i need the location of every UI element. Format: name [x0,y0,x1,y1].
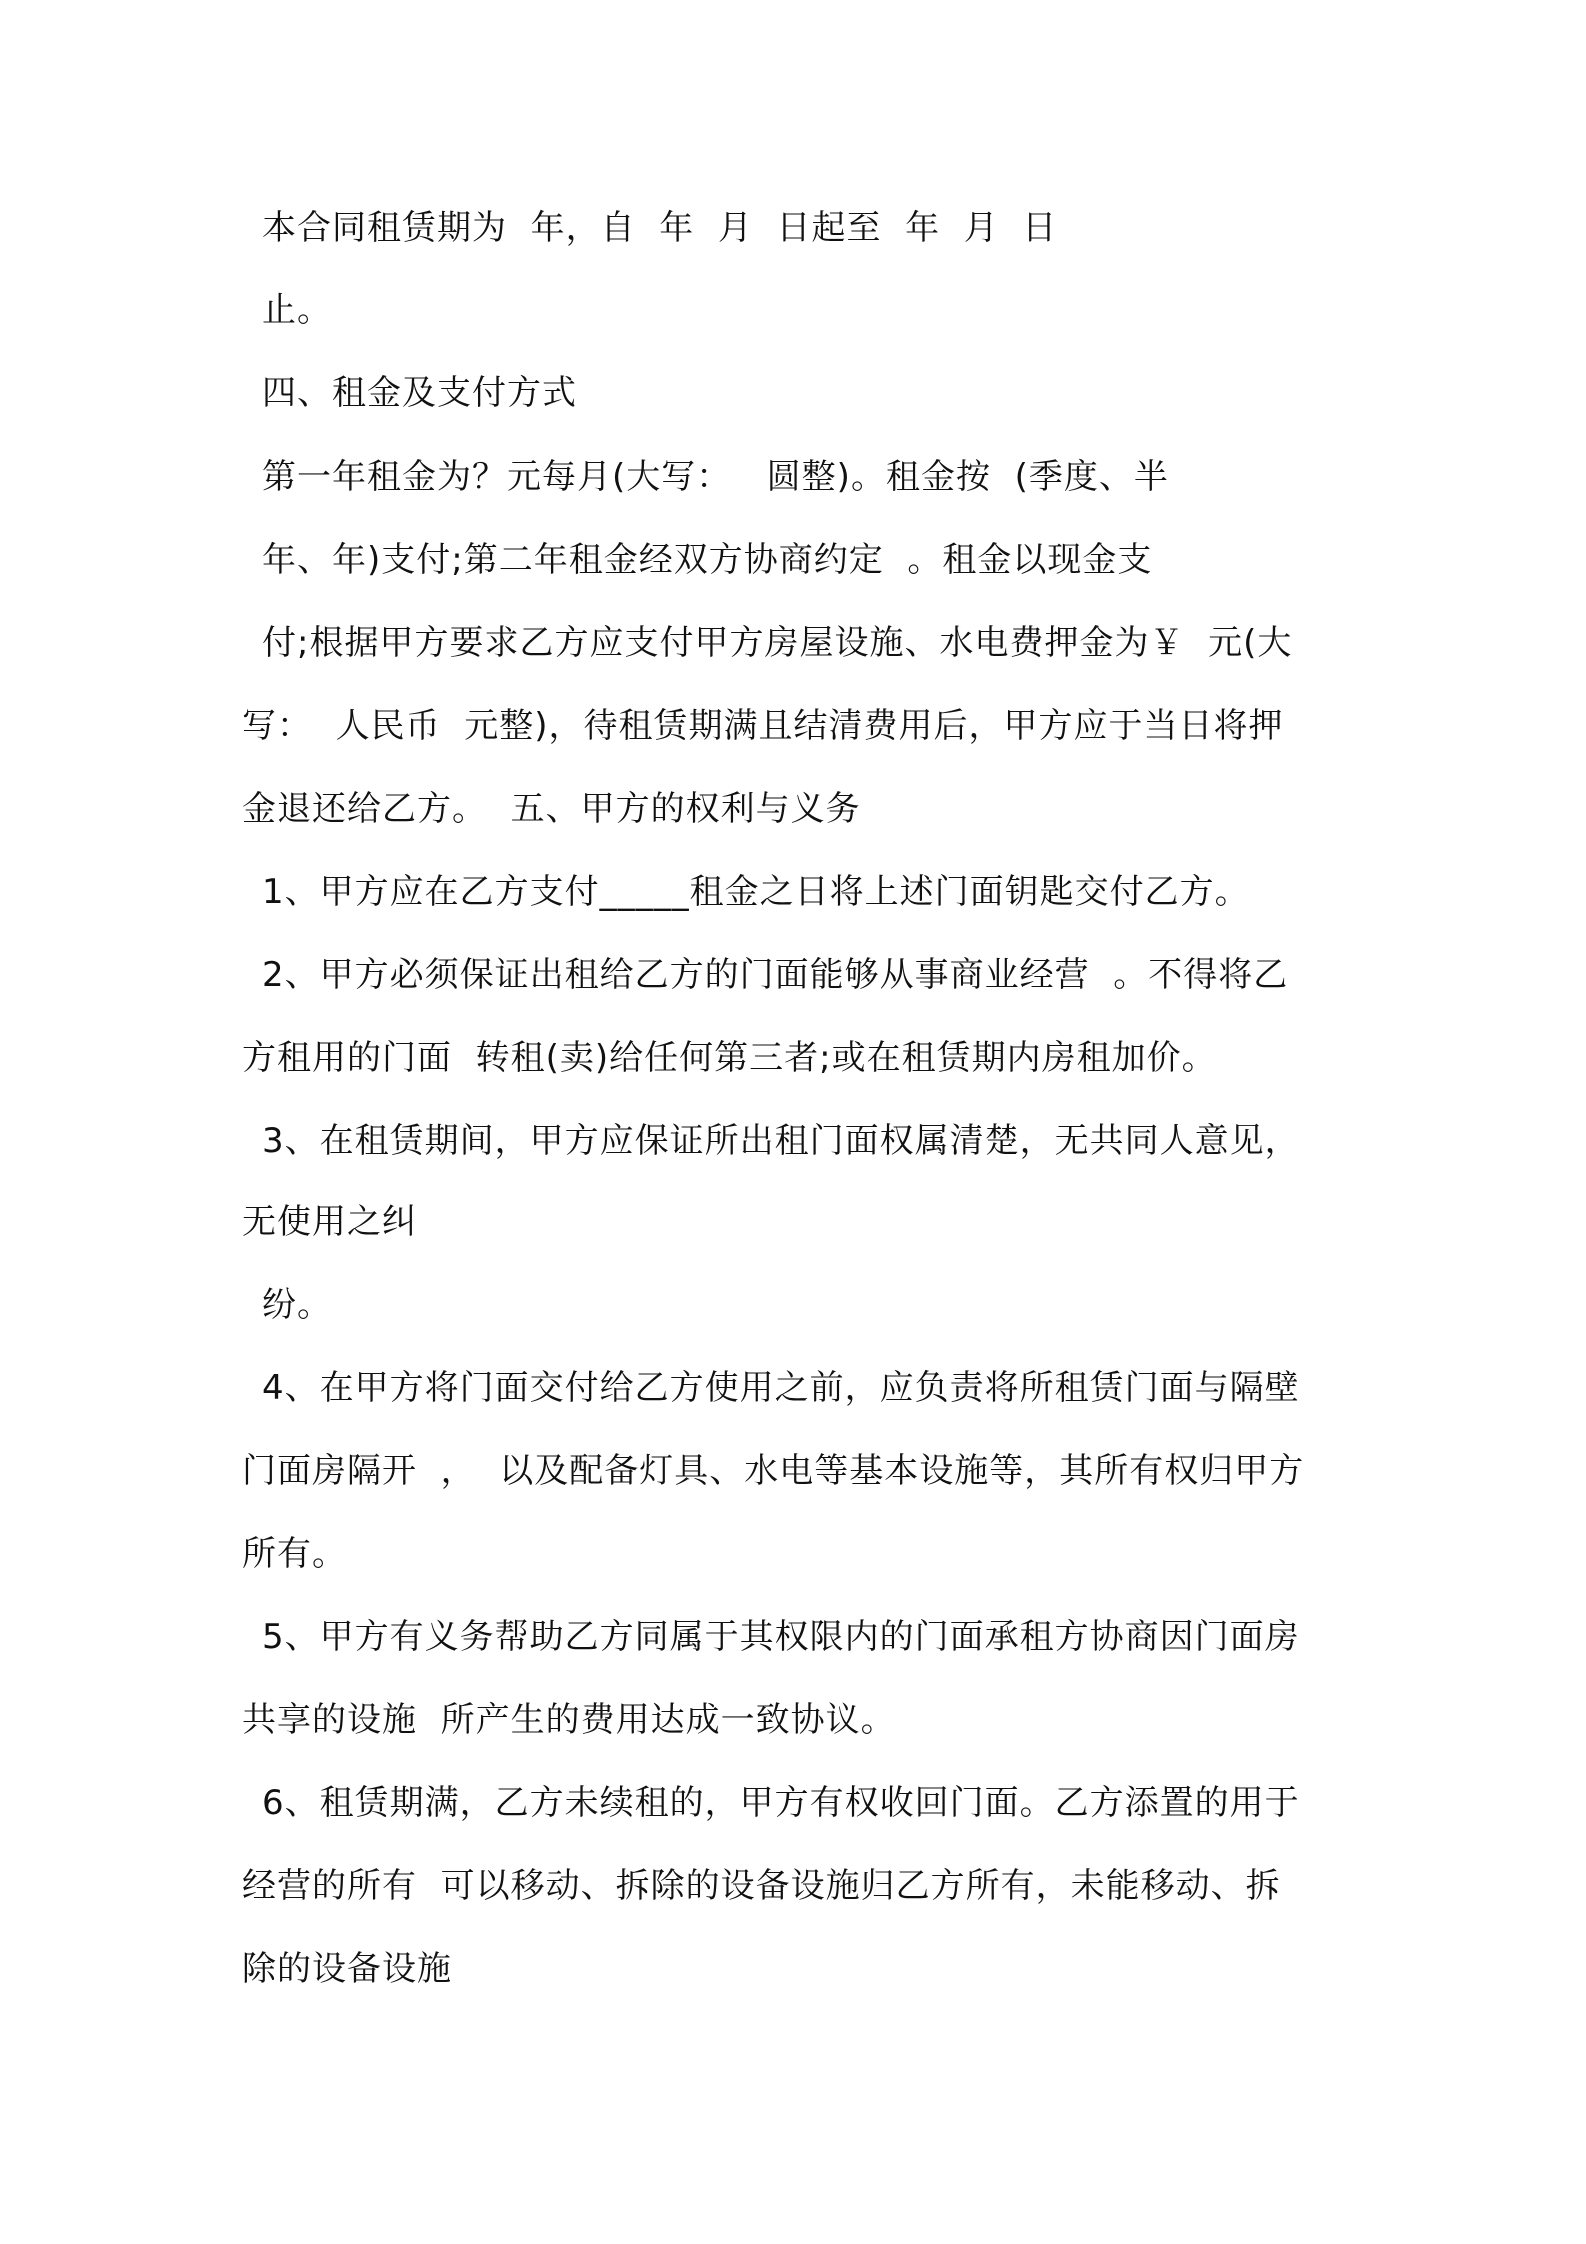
clause-6-cont-2: 除的设备设施 [242,1949,452,1989]
clause-2-cont: 方租用的门面 转租(卖)给任何第三者;或在租赁期内房租加价。 [242,1038,1217,1078]
clause-4-cont-2: 所有。 [242,1534,347,1574]
text-line-4: 第一年租金为？元每月(大写： 圆整)。租金按 (季度、半 [262,457,1169,497]
text-line-2: 止。 [262,290,332,330]
clause-4: 4、在甲方将门面交付给乙方使用之前，应负责将所租赁门面与隔壁 [262,1368,1300,1408]
text-line-8: 金退还给乙方。 五、甲方的权利与义务 [242,789,861,829]
text-line-6: 付;根据甲方要求乙方应支付甲方房屋设施、水电费押金为￥ 元(大 [262,623,1293,663]
text-line-1: 本合同租赁期为 年，自 年 月 日起至 年 月 日 [262,208,1058,248]
text-line-5: 年、年)支付;第二年租金经双方协商约定 。租金以现金支 [262,540,1153,580]
section-heading-rent: 四、租金及支付方式 [262,373,577,413]
clause-3-cont-2: 纷。 [262,1285,332,1325]
clause-3-cont-1: 无使用之纠 [242,1202,417,1242]
clause-4-cont-1: 门面房隔开 ， 以及配备灯具、水电等基本设施等，其所有权归甲方 [242,1451,1305,1491]
clause-1: 1、甲方应在乙方支付_____租金之日将上述门面钥匙交付乙方。 [262,872,1250,912]
clause-3: 3、在租赁期间，甲方应保证所出租门面权属清楚，无共同人意见， [262,1121,1300,1161]
clause-2: 2、甲方必须保证出租给乙方的门面能够从事商业经营 。不得将乙 [262,955,1289,995]
clause-6: 6、租赁期满，乙方未续租的，甲方有权收回门面。乙方添置的用于 [262,1783,1300,1823]
clause-5-cont: 共享的设施 所产生的费用达成一致协议。 [242,1700,896,1740]
clause-6-cont-1: 经营的所有 可以移动、拆除的设备设施归乙方所有，未能移动、拆 [242,1866,1281,1906]
clause-5: 5、甲方有义务帮助乙方同属于其权限内的门面承租方协商因门面房 [262,1617,1300,1657]
text-line-7: 写： 人民币 元整)，待租赁期满且结清费用后，甲方应于当日将押 [242,706,1284,746]
